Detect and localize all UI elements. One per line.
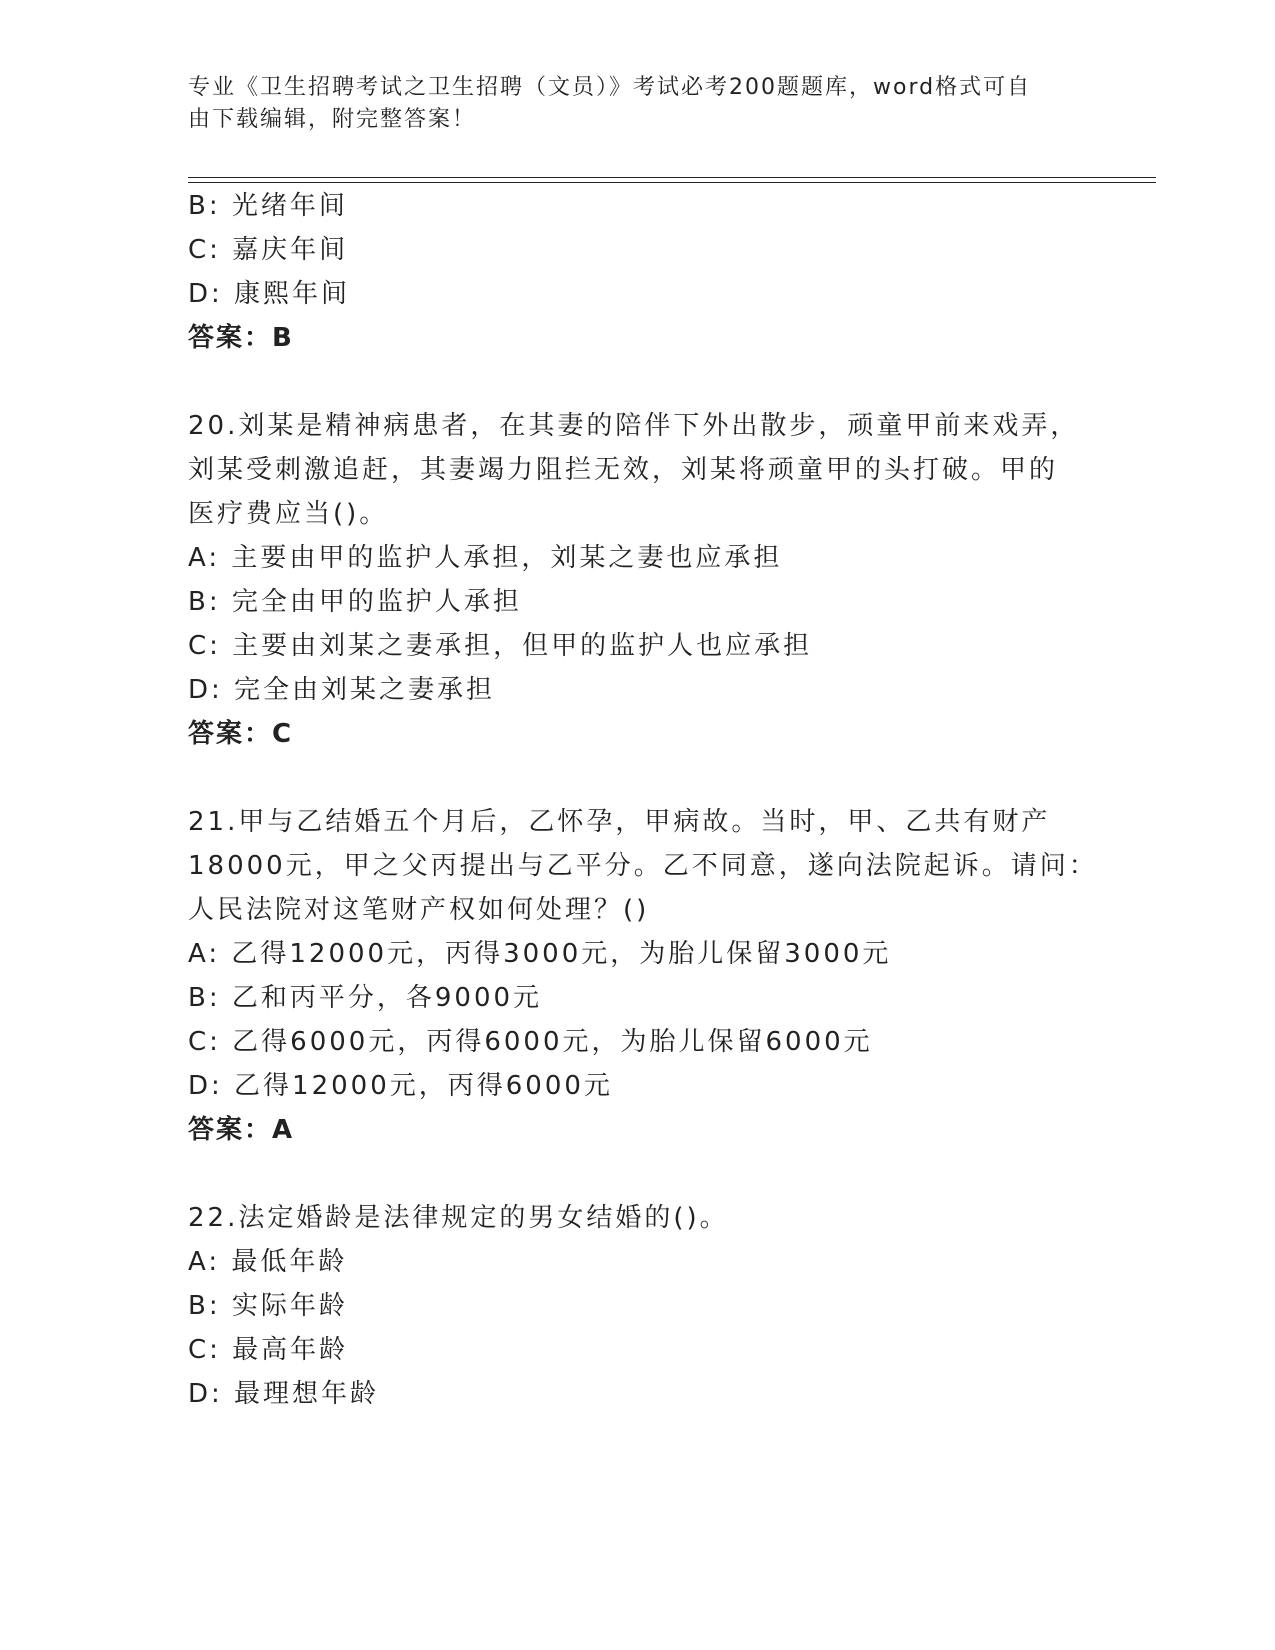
q21-option-d: D: 乙得12000元，丙得6000元	[188, 1071, 613, 1101]
q21-option-c: C: 乙得6000元，丙得6000元，为胎儿保留6000元	[188, 1027, 873, 1057]
header-divider-bottom	[188, 182, 1156, 183]
q20-option-c: C: 主要由刘某之妻承担，但甲的监护人也应承担	[188, 631, 813, 661]
header-line-1: 专业《卫生招聘考试之卫生招聘（文员）》考试必考200题题库，word格式可自	[188, 75, 1032, 100]
document-header	[188, 72, 1088, 136]
q19-answer: 答案：B	[188, 323, 294, 353]
q19-option-d: D: 康熙年间	[188, 279, 351, 309]
q19-option-b: B: 光绪年间	[188, 191, 348, 221]
q21-option-a: A: 乙得12000元，丙得3000元，为胎儿保留3000元	[188, 939, 892, 969]
q21-stem-line-3: 人民法院对这笔财产权如何处理？()	[188, 895, 650, 925]
q21-stem-line-1: 21.甲与乙结婚五个月后，乙怀孕，甲病故。当时，甲、乙共有财产	[188, 807, 1051, 837]
q20-stem-line-1: 20.刘某是精神病患者，在其妻的陪伴下外出散步，顽童甲前来戏弄，	[188, 411, 1080, 441]
q20-option-b: B: 完全由甲的监护人承担	[188, 587, 522, 617]
q19-option-c: C: 嘉庆年间	[188, 235, 349, 265]
q22-option-c: C: 最高年龄	[188, 1335, 349, 1365]
q21-option-b: B: 乙和丙平分，各9000元	[188, 983, 543, 1013]
q21-answer: 答案：A	[188, 1115, 295, 1145]
q22-option-b: B: 实际年龄	[188, 1291, 348, 1321]
q20-answer: 答案：C	[188, 719, 294, 749]
q22-option-a: A: 最低年龄	[188, 1247, 348, 1277]
q22-option-d: D: 最理想年龄	[188, 1379, 380, 1409]
q21-stem-line-2: 18000元，甲之父丙提出与乙平分。乙不同意，遂向法院起诉。请问：	[188, 851, 1098, 881]
q20-stem-line-2: 刘某受刺激追赶，其妻竭力阻拦无效，刘某将顽童甲的头打破。甲的	[188, 455, 1059, 485]
q20-option-a: A: 主要由甲的监护人承担，刘某之妻也应承担	[188, 543, 783, 573]
header-divider-top	[188, 177, 1156, 178]
header-line-2: 由下载编辑，附完整答案！	[188, 107, 477, 132]
q20-stem-line-3: 医疗费应当()。	[188, 499, 389, 529]
q20-option-d: D: 完全由刘某之妻承担	[188, 675, 496, 705]
q22-stem-line-1: 22.法定婚龄是法律规定的男女结婚的()。	[188, 1203, 729, 1233]
